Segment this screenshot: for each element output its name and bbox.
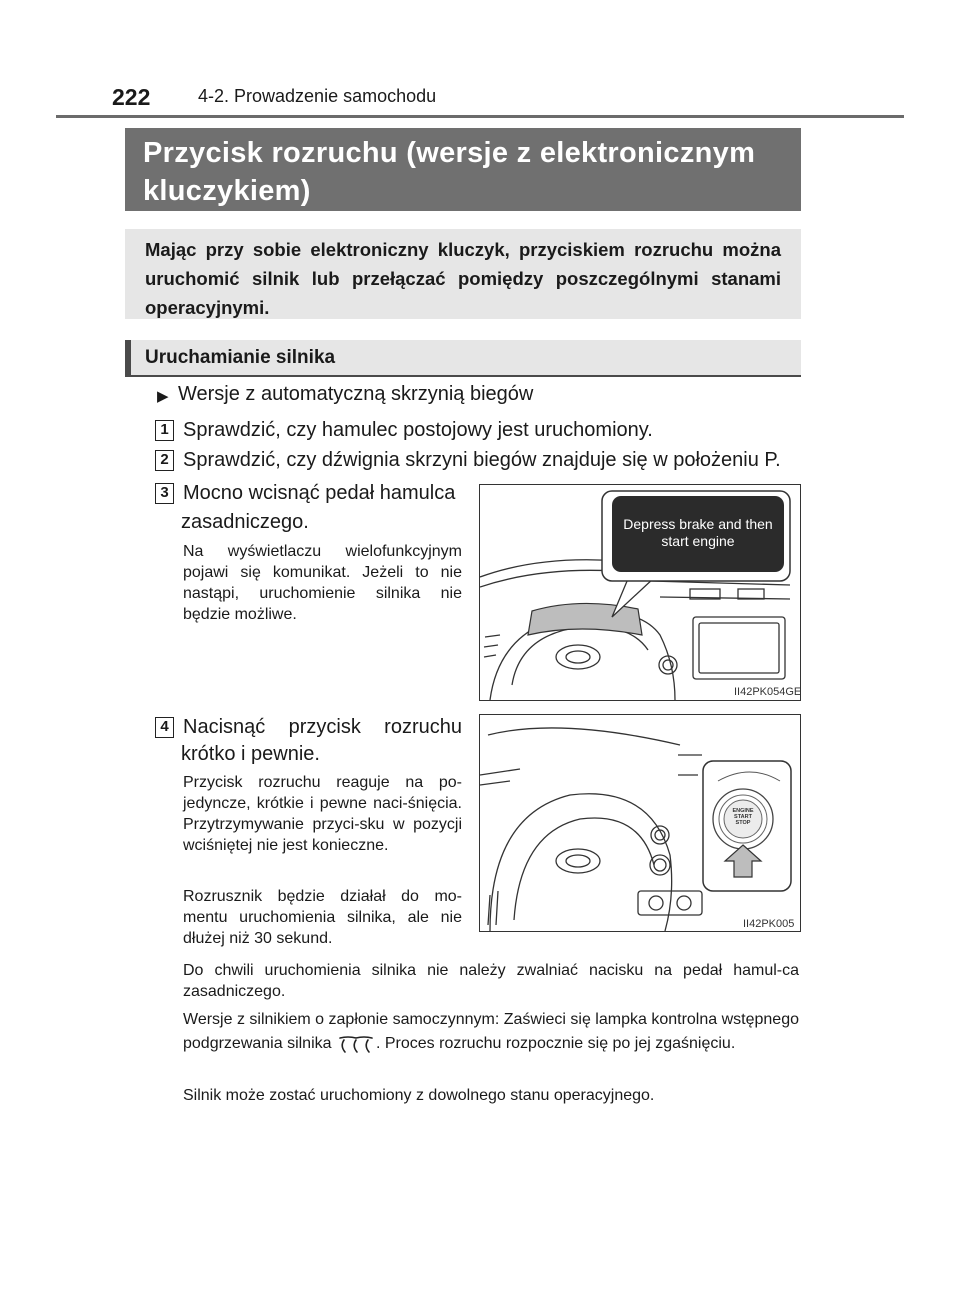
step-number-2: 2 [155,450,174,471]
message-bubble: Depress brake and then start engine [612,496,784,572]
step-4-note-2: Rozrusznik będzie działał do mo-mentu uruchomienia silnika, ale nie dłużej niż 30 sekund. [183,888,462,947]
figure-1-code: II42PK054GE [734,686,802,698]
step-number-4: 4 [155,717,174,738]
note-glow-plug-b: . Proces rozruchu rozpocznie się po jej zgaśnięciu. [375,1035,736,1052]
button-label-line-2: START [734,814,752,820]
intro-text: Mając przy sobie elektroniczny kluczyk, przyciskiem rozruchu można uruchomić silnik lub przełączać pomiędzy poszczególnymi stanami operacyjnymi. [125,229,801,319]
step-3-text-line2: zasadniczego. [181,511,309,533]
step-number-1: 1 [155,420,174,441]
button-label-line-1: ENGINE [732,808,754,814]
note-any-mode: Silnik może zostać uruchomiony z dowolnego stanu operacyjnego. [183,1087,655,1104]
step-4-text-line2: krótko i pewnie. [181,743,320,765]
variant-label: Wersje z automatyczną skrzynią biegów [178,383,534,405]
triangle-bullet-icon: ▶ [157,388,169,405]
section-heading: 4-2. Prowadzenie samochodu [198,86,437,106]
subsection-title: Uruchamianie silnika [125,340,801,377]
note-glow-plug [183,1008,799,1056]
engine-start-stop-button [728,808,758,826]
figure-2-code: II42PK005 [743,918,795,930]
page-number: 222 [112,84,151,110]
step-4-note-1: Przycisk rozruchu reaguje na po-jedyncze, krótkie i pewne naci-śnięcia. Przytrzymywanie przyci-sku w pozycji wciśniętej nie jest konieczne. [183,774,462,854]
note-glow-plug-a: Wersje z silnikiem o zapłonie samoczynnym: Zaświeci się lampka kontrolna wstępnego podgrzewania silnika [183,1011,799,1052]
note-brake-hold: Do chwili uruchomienia silnika nie należy zwalniać nacisku na pedał hamul-ca zasadniczego. [183,962,799,1000]
step-3-text-line1: Mocno wcisnąć pedał hamulca [183,482,456,504]
button-label-line-3: STOP [735,820,751,826]
header-rule [56,115,904,118]
page-title: Przycisk rozruchu (wersje z elektronicznym kluczykiem) [125,128,801,211]
step-number-3: 3 [155,483,174,504]
glow-plug-indicator-icon [336,1034,376,1054]
step-3-note: Na wyświetlaczu wielofunkcyjnym pojawi się komunikat. Jeżeli to nie nastąpi, uruchomienie silnika nie będzie możliwe. [183,543,462,623]
step-2-text: Sprawdzić, czy dźwignia skrzyni biegów znajduje się w położeniu P. [183,449,781,471]
step-1-text: Sprawdzić, czy hamulec postojowy jest uruchomiony. [183,419,653,441]
step-4-text-line1: Nacisnąć przycisk rozruchu [183,716,462,738]
